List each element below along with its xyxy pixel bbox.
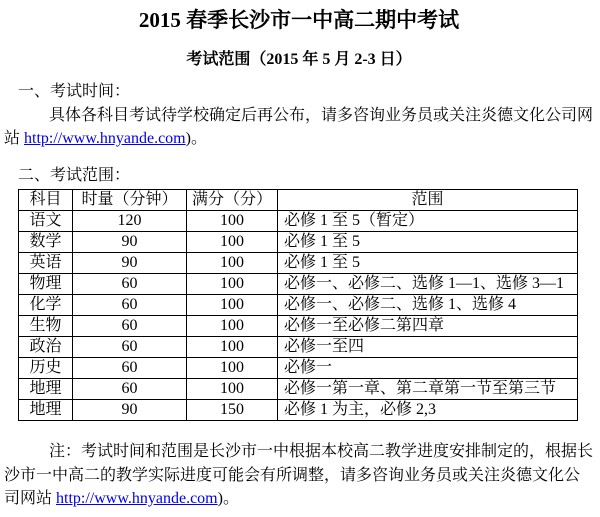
cell-duration: 120 <box>73 211 187 232</box>
col-header-subject: 科目 <box>19 190 73 211</box>
cell-scope: 必修 1 至 5（暂定） <box>278 211 578 232</box>
table-row <box>19 211 578 232</box>
table-row <box>19 337 578 358</box>
col-header-duration: 时量（分钟） <box>73 190 187 211</box>
page-title: 2015 春季长沙市一中高二期中考试 <box>138 8 460 32</box>
cell-score: 150 <box>187 400 278 421</box>
table-row <box>19 379 578 400</box>
cell-score: 100 <box>187 274 278 295</box>
cell-subject: 生物 <box>19 316 73 337</box>
cell-score: 100 <box>187 358 278 379</box>
cell-subject: 英语 <box>19 253 73 274</box>
website-link[interactable]: http://www.hnyande.com <box>56 490 218 507</box>
cell-score: 100 <box>187 232 278 253</box>
table-row <box>19 400 578 421</box>
cell-subject: 化学 <box>19 295 73 316</box>
section-exam-scope-heading: 二、考试范围： <box>18 167 131 184</box>
cell-score: 100 <box>187 379 278 400</box>
cell-duration: 60 <box>73 316 187 337</box>
cell-duration: 60 <box>73 379 187 400</box>
cell-subject: 历史 <box>19 358 73 379</box>
cell-score: 100 <box>187 211 278 232</box>
website-link[interactable]: http://www.hnyande.com <box>24 130 186 147</box>
cell-score: 100 <box>187 337 278 358</box>
cell-scope: 必修一至四 <box>278 337 578 358</box>
cell-scope: 必修 1 为主，必修 2,3 <box>278 400 578 421</box>
cell-score: 100 <box>187 295 278 316</box>
table-row <box>19 295 578 316</box>
cell-scope: 必修 1 至 5 <box>278 253 578 274</box>
note-text: 注：考试时间和范围是长沙市一中根据本校高二教学进度安排制定的，根据长沙市一中高二的教学实际进度可能会有所调整，请多咨询业务员或关注炎德文化公司网站 <box>4 443 594 507</box>
cell-duration: 90 <box>73 400 187 421</box>
cell-duration: 90 <box>73 253 187 274</box>
table-row <box>19 358 578 379</box>
cell-duration: 60 <box>73 358 187 379</box>
table-row <box>19 232 578 253</box>
col-header-score: 满分（分） <box>187 190 278 211</box>
cell-scope: 必修 1 至 5 <box>278 232 578 253</box>
table-header-row <box>19 190 578 211</box>
page-subtitle: 考试范围（2015 年 5 月 2-3 日） <box>186 51 412 68</box>
cell-duration: 60 <box>73 295 187 316</box>
exam-time-text: 具体各科目考试待学校确定后再公布，请多咨询业务员或关注炎德文化公司网站 <box>4 107 594 147</box>
cell-scope: 必修一 <box>278 358 578 379</box>
cell-score: 100 <box>187 316 278 337</box>
cell-subject: 数学 <box>19 232 73 253</box>
cell-subject: 语文 <box>19 211 73 232</box>
cell-scope: 必修一至必修二第四章 <box>278 316 578 337</box>
cell-subject: 政治 <box>19 337 73 358</box>
cell-duration: 90 <box>73 232 187 253</box>
cell-subject: 地理 <box>19 379 73 400</box>
section-exam-time-heading: 一、考试时间： <box>18 83 131 100</box>
note-paragraph <box>4 440 594 511</box>
col-header-scope: 范围 <box>278 190 578 211</box>
exam-scope-table <box>18 189 578 421</box>
cell-scope: 必修一第一章、第二章第一节至第三节 <box>278 379 578 400</box>
cell-scope: 必修一、必修二、选修 1、选修 4 <box>278 295 578 316</box>
cell-score: 100 <box>187 253 278 274</box>
section-exam-time-paragraph <box>4 104 594 150</box>
table-row <box>19 253 578 274</box>
cell-subject: 地理 <box>19 400 73 421</box>
cell-subject: 物理 <box>19 274 73 295</box>
table-row <box>19 316 578 337</box>
cell-duration: 60 <box>73 337 187 358</box>
note-text-after: )。 <box>217 490 239 507</box>
cell-duration: 60 <box>73 274 187 295</box>
exam-time-text-after: )。 <box>185 130 207 147</box>
table-row <box>19 274 578 295</box>
cell-scope: 必修一、必修二、选修 1—1、选修 3—1 <box>278 274 578 295</box>
